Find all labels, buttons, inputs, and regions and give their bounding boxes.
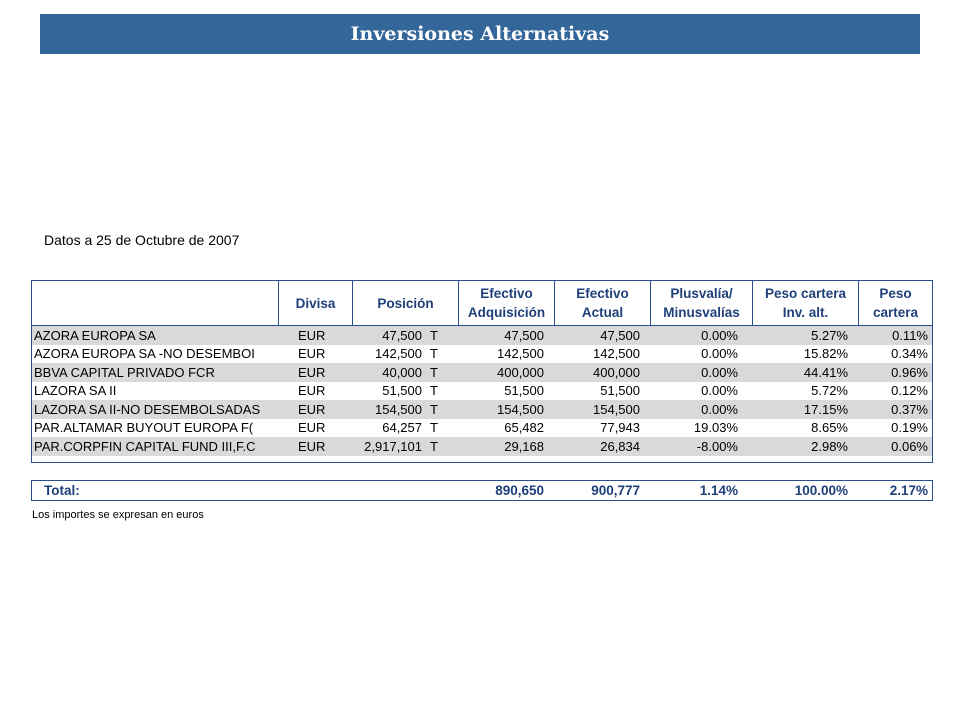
cell-position: 51,500 T — [382, 383, 438, 399]
cell-weight-alt: 2.98% — [811, 438, 848, 454]
column-header-actual: Efectivo Actual — [554, 281, 650, 325]
total-gain: 1.14% — [699, 483, 738, 498]
cell-weight-alt: 5.72% — [811, 383, 848, 399]
cell-weight: 0.19% — [891, 420, 928, 436]
cell-name: PAR.CORPFIN CAPITAL FUND III,F.C — [34, 438, 256, 454]
cell-name: AZORA EUROPA SA -NO DESEMBOI — [34, 346, 255, 362]
cell-acquisition: 47,500 — [504, 327, 544, 343]
page-title: Inversiones Alternativas — [350, 23, 610, 45]
cell-position: 142,500 T — [375, 346, 438, 362]
total-row — [31, 480, 933, 501]
cell-actual: 142,500 — [593, 346, 640, 362]
cell-gain: 0.00% — [701, 346, 738, 362]
cell-position: 40,000 T — [382, 364, 438, 380]
table-row — [32, 400, 932, 419]
cell-currency: EUR — [298, 383, 326, 399]
cell-gain: 0.00% — [701, 401, 738, 417]
column-header-position: Posición — [352, 281, 458, 325]
date-line: Datos a 25 de Octubre de 2007 — [44, 232, 240, 248]
cell-weight: 0.37% — [891, 401, 928, 417]
cell-name: PAR.ALTAMAR BUYOUT EUROPA F( — [34, 420, 254, 436]
cell-gain: -8.00% — [696, 438, 738, 454]
currency-note: Los importes se expresan en euros — [32, 509, 204, 521]
cell-acquisition: 142,500 — [497, 346, 544, 362]
cell-gain: 19.03% — [693, 420, 738, 436]
cell-currency: EUR — [298, 420, 326, 436]
cell-position: 2,917,101 T — [364, 438, 438, 454]
total-actual: 900,777 — [591, 483, 640, 498]
table-row — [32, 419, 932, 438]
cell-actual: 26,834 — [600, 438, 640, 454]
table-body — [32, 326, 932, 462]
cell-name: LAZORA SA II-NO DESEMBOLSADAS — [34, 401, 261, 417]
cell-weight-alt: 44.41% — [803, 364, 848, 380]
cell-weight: 0.11% — [892, 327, 928, 343]
holdings-table — [31, 280, 933, 463]
cell-currency: EUR — [298, 401, 326, 417]
column-header-acquisition: Efectivo Adquisición — [458, 281, 554, 325]
cell-actual: 47,500 — [600, 327, 640, 343]
cell-gain: 0.00% — [701, 383, 738, 399]
cell-actual: 400,000 — [593, 364, 640, 380]
cell-position: 154,500 T — [375, 401, 438, 417]
cell-weight: 0.06% — [891, 438, 928, 454]
column-header-name — [32, 281, 278, 325]
cell-name: LAZORA SA II — [34, 383, 117, 399]
cell-weight: 0.96% — [891, 364, 928, 380]
cell-position: 64,257 T — [382, 420, 438, 436]
cell-weight-alt: 8.65% — [811, 420, 848, 436]
total-acquisition: 890,650 — [495, 483, 544, 498]
total-weight-alt: 100.00% — [794, 483, 848, 498]
cell-acquisition: 154,500 — [497, 401, 544, 417]
column-header-weight: Peso cartera — [858, 281, 932, 325]
column-header-gain: Plusvalía/ Minusvalías — [650, 281, 752, 325]
cell-currency: EUR — [298, 327, 326, 343]
table-row — [32, 382, 932, 401]
cell-acquisition: 51,500 — [504, 383, 544, 399]
table-row — [32, 345, 932, 364]
cell-weight-alt: 15.82% — [803, 346, 848, 362]
cell-gain: 0.00% — [701, 327, 738, 343]
total-label: Total: — [44, 483, 80, 498]
column-header-weight-alt: Peso cartera Inv. alt. — [752, 281, 858, 325]
table-header — [32, 281, 932, 326]
cell-weight: 0.12% — [891, 383, 928, 399]
cell-acquisition: 65,482 — [504, 420, 544, 436]
table-row — [32, 363, 932, 382]
cell-weight-alt: 17.15% — [803, 401, 848, 417]
cell-position: 47,500 T — [382, 327, 438, 343]
cell-weight-alt: 5.27% — [811, 327, 848, 343]
cell-currency: EUR — [298, 346, 326, 362]
cell-weight: 0.34% — [891, 346, 928, 362]
cell-currency: EUR — [298, 438, 326, 454]
title-banner — [40, 14, 920, 54]
cell-gain: 0.00% — [701, 364, 738, 380]
cell-name: AZORA EUROPA SA — [34, 327, 156, 343]
cell-acquisition: 400,000 — [497, 364, 544, 380]
total-weight: 2.17% — [889, 483, 928, 498]
column-header-currency: Divisa — [278, 281, 352, 325]
table-row — [32, 326, 932, 345]
cell-actual: 154,500 — [593, 401, 640, 417]
cell-actual: 77,943 — [600, 420, 640, 436]
cell-actual: 51,500 — [600, 383, 640, 399]
cell-acquisition: 29,168 — [504, 438, 544, 454]
table-row — [32, 437, 932, 456]
cell-name: BBVA CAPITAL PRIVADO FCR — [34, 364, 215, 380]
cell-currency: EUR — [298, 364, 326, 380]
